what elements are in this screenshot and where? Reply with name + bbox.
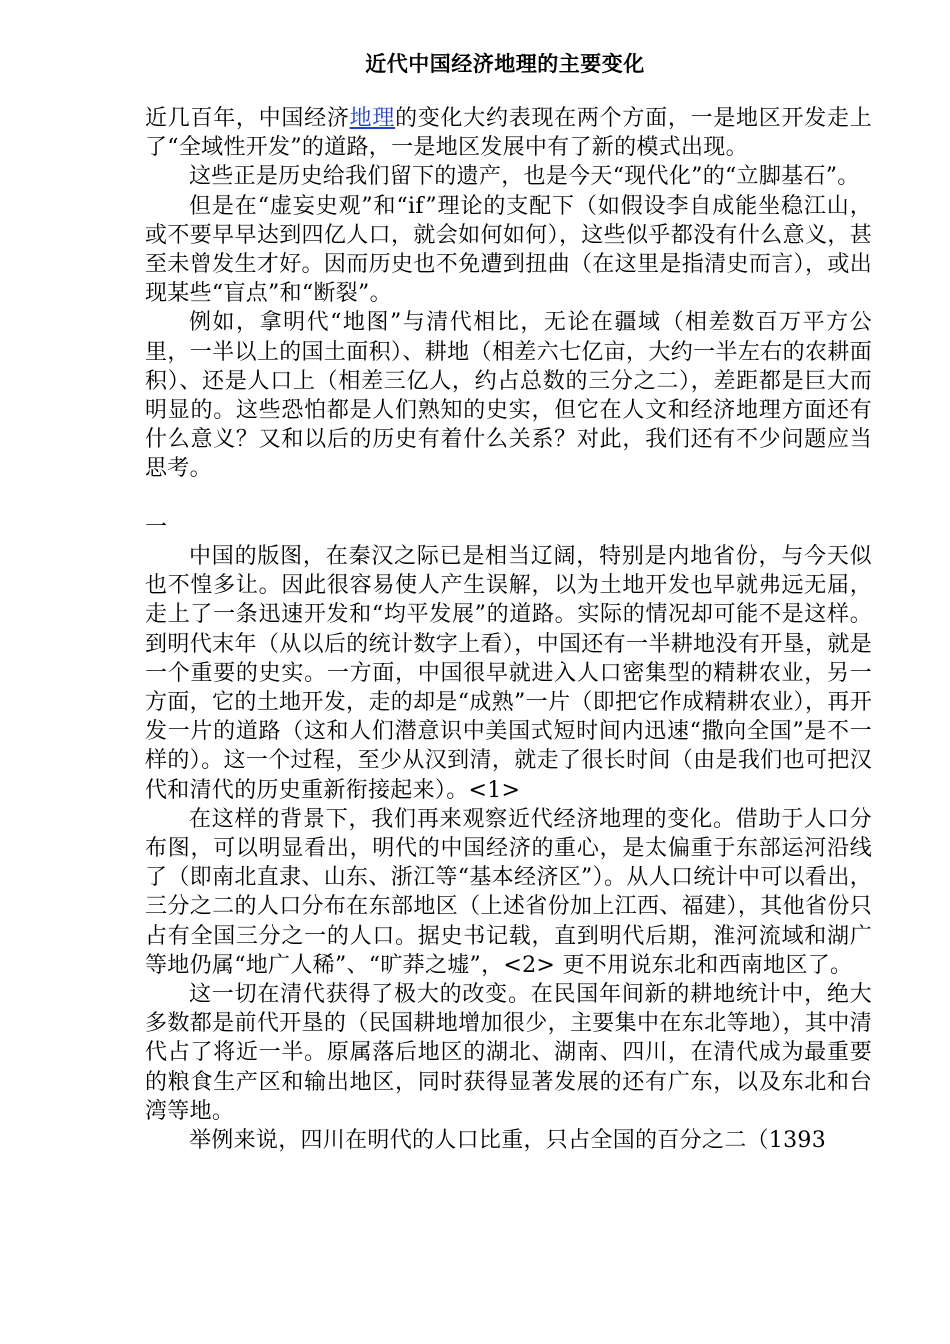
paragraph: 这一切在清代获得了极大的改变。在民国年间新的耕地统计中，绝大多数都是前代开垦的（民国耕地增加很少，主要集中在东北等地），其中清代占了将近一半。原属落后地区的湖北、湖南、四川，在清代成为最重要的粮食生产区和输出地区，同时获得显著发展的还有广东，以及东北和台湾等地。 xyxy=(145,982,872,1124)
paragraph: 在这样的背景下，我们再来观察近代经济地理的变化。借助于人口分布图，可以明显看出，明代的中国经济的重心，是太偏重于东部运河沿线了（即南北直隶、山东、浙江等“基本经济区”）。从人口统计中可以看出，三分之二的人口分布在东部地区（上述省份加上江西、福建），其他省份只占有全国三分之一的人口。据史书记载，直到明代后期，淮河流域和湖广等地仍属“地广人稀”、“旷莽之墟”，<2> 更不用说东北和西南地区了。 xyxy=(145,806,872,978)
paragraph: 这些正是历史给我们留下的遗产，也是今天“现代化”的“立脚基石”。 xyxy=(189,164,860,190)
intro-text-start: 近几百年，中国经济 xyxy=(145,106,350,131)
paragraph: 举例来说，四川在明代的人口比重，只占全国的百分之二（1393 xyxy=(189,1128,826,1154)
section-heading: 一 xyxy=(145,514,168,540)
document-body xyxy=(145,104,872,1155)
document-title: 近代中国经济地理的主要变化 xyxy=(365,51,645,76)
geography-link[interactable]: 地理 xyxy=(349,106,396,131)
paragraph-spacer xyxy=(145,484,872,513)
intro-text-end: 的变化大约表现在两个方面，一是地区开发走上了“全域性开发”的道路，一是地区发展中有了新的模式出现。 xyxy=(145,106,872,161)
paragraph: 中国的版图，在秦汉之际已是相当辽阔，特别是内地省份，与今天似也不惶多让。因此很容易使人产生误解，以为土地开发也早就弗远无届，走上了一条迅速开发和“均平发展”的道路。实际的情况却可能不是这样。到明代末年（从以后的统计数字上看），中国还有一半耕地没有开垦，就是一个重要的史实。一方面，中国很早就进入人口密集型的精耕农业，另一方面，它的土地开发，走的却是“成熟”一片（即把它作成精耕农业），再开发一片的道路（这和人们潜意识中美国式短时间内迅速“撒向全国”是不一样的）。这一个过程，至少从汉到清，就走了很长时间（由是我们也可把汉代和清代的历史重新衔接起来）。<1> xyxy=(145,544,872,803)
paragraph: 例如，拿明代“地图”与清代相比，无论在疆域（相差数百万平方公里，一半以上的国土面积）、耕地（相差六七亿亩，大约一半左右的农耕面积）、还是人口上（相差三亿人，约占总数的三分之二），差距都是巨大而明显的。这些恐怕都是人们熟知的史实，但它在人文和经济地理方面还有什么意义？又和以后的历史有着什么关系？对此，我们还有不少问题应当思考。 xyxy=(145,310,872,482)
paragraph: 但是在“虚妄史观”和“if”理论的支配下（如假设李自成能坐稳江山，或不要早早达到四亿人口，就会如何如何），这些似乎都没有什么意义，甚至未曾发生才好。因而历史也不免遭到扭曲（在这里是指清史而言），或出现某些“盲点”和“断裂”。 xyxy=(145,193,872,307)
intro-paragraph xyxy=(145,104,872,162)
